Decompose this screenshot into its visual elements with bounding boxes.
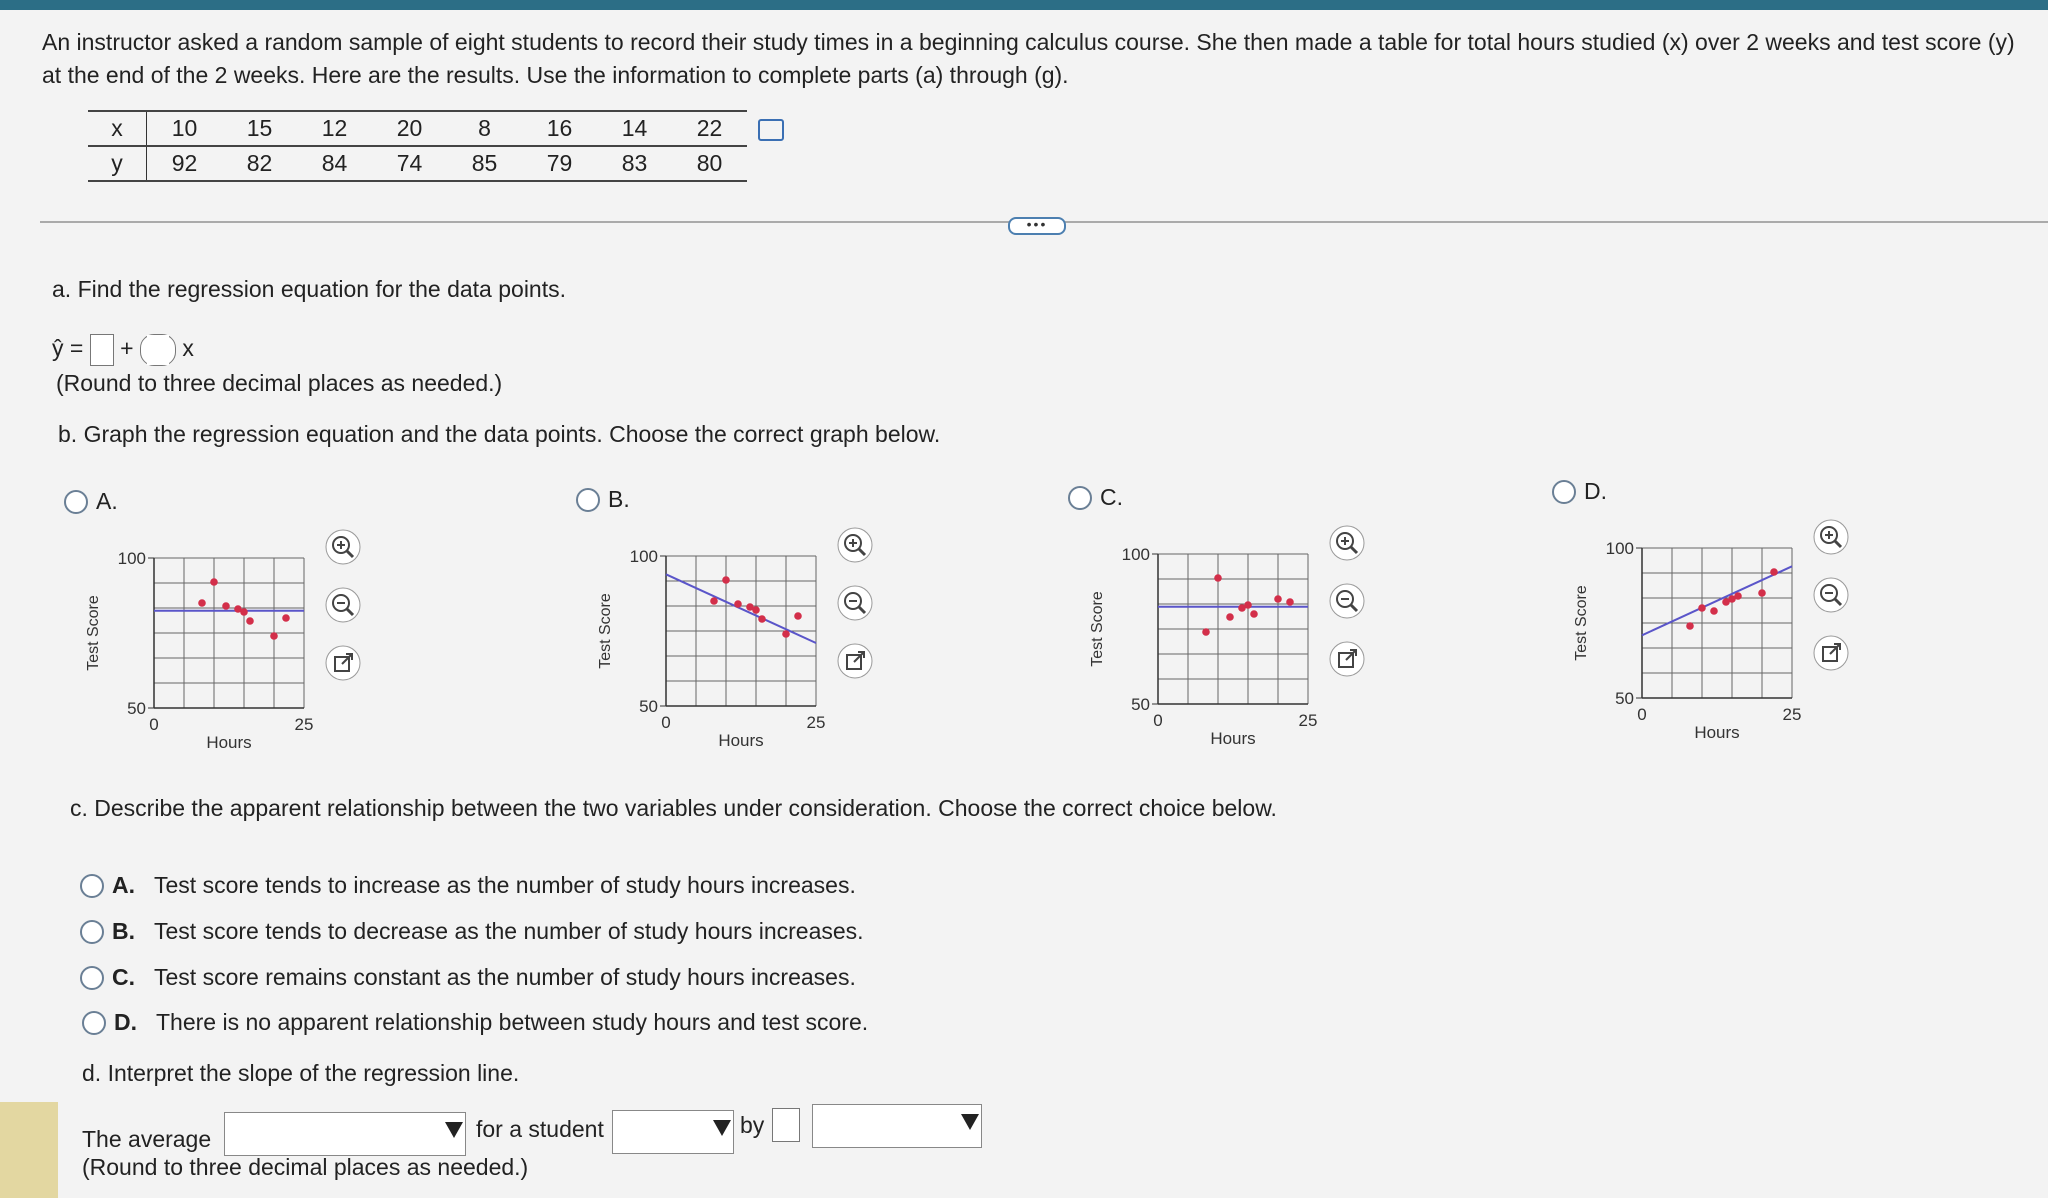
data-point xyxy=(1758,589,1766,597)
x-tick-label: 0 xyxy=(149,715,159,734)
graph-option-radio[interactable] xyxy=(64,490,88,514)
data-point xyxy=(1214,574,1222,582)
zoom-out-icon[interactable] xyxy=(324,586,362,624)
units-select[interactable] xyxy=(812,1104,982,1148)
part-d-note: (Round to three decimal places as needed.) xyxy=(82,1154,529,1180)
chevron-down-icon xyxy=(713,1120,731,1136)
data-point xyxy=(240,608,248,616)
slope-input[interactable] xyxy=(147,335,169,365)
external-link-icon[interactable] xyxy=(836,642,874,680)
choice-option-a[interactable] xyxy=(80,872,980,902)
regression-equation xyxy=(52,334,194,366)
graph-option-letter: A. xyxy=(96,488,118,514)
part-a-note: (Round to three decimal places as needed.) xyxy=(56,370,503,396)
x-axis-label: Hours xyxy=(1694,723,1740,742)
external-link-icon[interactable] xyxy=(1328,640,1366,678)
choice-letter: A. xyxy=(112,872,135,898)
graph-option-letter: D. xyxy=(1584,478,1607,504)
data-point xyxy=(1244,601,1252,609)
problem-intro: An instructor asked a random sample of eight students to record their study times in a beginning calculus course. She then made a table for total hours studied (x) over 2 weeks and test score (y) at the end of the 2 weeks. Here are the results. Use the information to complete parts (a) through (g). xyxy=(42,29,2015,88)
graph-option-radio[interactable] xyxy=(576,488,600,512)
choice-option-b[interactable] xyxy=(80,918,980,948)
data-point xyxy=(1770,568,1778,576)
data-point xyxy=(1226,613,1234,621)
table-cell: 92 xyxy=(171,150,198,176)
graph-option-d xyxy=(1548,478,1868,748)
part-a-prompt: a. Find the regression equation for the data points. xyxy=(52,276,566,302)
table-header-x: x xyxy=(88,111,147,146)
data-point xyxy=(1734,592,1742,600)
scatter-plot xyxy=(1064,524,1318,754)
data-point xyxy=(722,576,730,584)
table-cell: 10 xyxy=(147,111,223,146)
zoom-out-icon[interactable] xyxy=(1812,576,1850,614)
x-tick-label: 25 xyxy=(806,713,826,732)
y-axis-label: Test Score xyxy=(597,593,614,669)
chevron-down-icon xyxy=(961,1114,979,1130)
data-point xyxy=(282,614,290,622)
slope-amount-input[interactable] xyxy=(772,1108,800,1142)
data-point xyxy=(1286,598,1294,606)
x-tick-label: 0 xyxy=(661,713,671,732)
zoom-in-icon[interactable] xyxy=(1328,524,1366,562)
y-tick-label: 100 xyxy=(1605,539,1634,558)
table-cell: 15 xyxy=(222,111,297,146)
graph-option-letter: C. xyxy=(1100,484,1123,510)
choice-text: There is no apparent relationship between study hours and test score. xyxy=(156,1009,869,1035)
table-cell: 82 xyxy=(246,150,273,176)
choice-radio[interactable] xyxy=(80,874,104,898)
plus-sign: + xyxy=(120,335,134,362)
zoom-out-icon[interactable] xyxy=(1328,582,1366,620)
table-cell: 80 xyxy=(696,150,723,176)
choice-radio[interactable] xyxy=(82,1011,106,1035)
choice-letter: D. xyxy=(114,1009,137,1035)
y-tick-label: 50 xyxy=(1131,695,1150,714)
x-axis-label: Hours xyxy=(1210,729,1256,748)
regression-line xyxy=(666,574,816,643)
data-table xyxy=(88,110,747,182)
choice-radio[interactable] xyxy=(80,920,104,944)
x-tick-label: 0 xyxy=(1637,705,1647,724)
table-cell: 74 xyxy=(396,150,423,176)
y-tick-label: 100 xyxy=(117,549,146,568)
intercept-input[interactable] xyxy=(90,334,114,366)
y-tick-label: 50 xyxy=(639,697,658,716)
slope-interpretation-select[interactable] xyxy=(224,1112,466,1156)
data-point xyxy=(734,600,742,608)
external-link-icon[interactable] xyxy=(1812,634,1850,672)
table-header-y: y xyxy=(88,146,147,181)
chevron-down-icon xyxy=(445,1122,463,1138)
scatter-plot xyxy=(572,526,826,756)
x-tick-label: 25 xyxy=(1782,705,1802,724)
data-point xyxy=(198,599,206,607)
y-axis-label: Test Score xyxy=(1573,585,1590,661)
data-point xyxy=(752,606,760,614)
slope-input-wrapper[interactable] xyxy=(140,334,176,366)
table-cell: 79 xyxy=(546,150,573,176)
data-point xyxy=(758,615,766,623)
table-row-y xyxy=(88,146,747,181)
scatter-plot xyxy=(1548,518,1802,748)
graph-option-a xyxy=(60,488,380,758)
graph-option-c xyxy=(1064,484,1384,754)
data-point xyxy=(1274,595,1282,603)
y-tick-label: 100 xyxy=(629,547,658,566)
x-variable: x xyxy=(182,335,194,362)
y-tick-label: 100 xyxy=(1121,545,1150,564)
student-change-select[interactable] xyxy=(612,1110,734,1154)
choice-radio[interactable] xyxy=(80,966,104,990)
by-label: by xyxy=(740,1112,765,1138)
data-point xyxy=(1710,607,1718,615)
x-axis-label: Hours xyxy=(206,733,252,752)
regression-line xyxy=(1642,566,1792,635)
data-point xyxy=(782,630,790,638)
table-cell: 12 xyxy=(297,111,372,146)
part-b-prompt: b. Graph the regression equation and the data points. Choose the correct graph below. xyxy=(58,421,941,447)
graph-option-letter: B. xyxy=(608,486,630,512)
table-cell: 22 xyxy=(672,111,747,146)
data-point xyxy=(246,617,254,625)
zoom-out-icon[interactable] xyxy=(836,584,874,622)
y-tick-label: 50 xyxy=(1615,689,1634,708)
copy-table-icon[interactable] xyxy=(758,119,784,141)
y-tick-label: 50 xyxy=(127,699,146,718)
choice-letter: B. xyxy=(112,918,135,944)
edge-tab xyxy=(0,1102,58,1198)
y-axis-label: Test Score xyxy=(85,595,102,671)
data-point xyxy=(270,632,278,640)
table-cell: 14 xyxy=(597,111,672,146)
choice-letter: C. xyxy=(112,964,135,990)
data-point xyxy=(1686,622,1694,630)
data-point xyxy=(222,602,230,610)
external-link-icon[interactable] xyxy=(324,644,362,682)
choice-text: Test score remains constant as the number of study hours increases. xyxy=(154,964,856,990)
table-cell: 20 xyxy=(372,111,447,146)
table-row-x xyxy=(88,111,747,146)
part-d-prompt: d. Interpret the slope of the regression line. xyxy=(82,1060,520,1086)
table-cell: 83 xyxy=(621,150,648,176)
zoom-in-icon[interactable] xyxy=(836,526,874,564)
y-hat-label: ŷ = xyxy=(52,335,84,362)
table-cell: 16 xyxy=(522,111,597,146)
part-c-prompt: c. Describe the apparent relationship between the two variables under consideration. Choose the correct choice below. xyxy=(70,795,1277,821)
choice-text: Test score tends to decrease as the number of study hours increases. xyxy=(154,918,864,944)
x-tick-label: 25 xyxy=(294,715,314,734)
table-cell: 85 xyxy=(471,150,498,176)
data-point xyxy=(210,578,218,586)
choice-option-d[interactable] xyxy=(82,1009,982,1039)
data-point xyxy=(1250,610,1258,618)
x-tick-label: 25 xyxy=(1298,711,1318,730)
the-average-label: The average xyxy=(82,1126,212,1152)
data-point xyxy=(710,597,718,605)
for-a-student-label: for a student xyxy=(476,1116,604,1142)
data-point xyxy=(1698,604,1706,612)
data-point xyxy=(794,612,802,620)
data-point xyxy=(1202,628,1210,636)
graph-option-b xyxy=(572,486,892,756)
top-accent-bar xyxy=(0,0,2048,10)
more-options-button[interactable]: ••• xyxy=(1008,217,1066,235)
scatter-plot xyxy=(60,528,314,758)
table-cell: 84 xyxy=(321,150,348,176)
choice-text: Test score tends to increase as the number of study hours increases. xyxy=(154,872,856,898)
x-axis-label: Hours xyxy=(718,731,764,750)
graph-option-radio[interactable] xyxy=(1552,480,1576,504)
zoom-in-icon[interactable] xyxy=(1812,518,1850,556)
choice-option-c[interactable] xyxy=(80,964,980,994)
graph-option-radio[interactable] xyxy=(1068,486,1092,510)
x-tick-label: 0 xyxy=(1153,711,1163,730)
zoom-in-icon[interactable] xyxy=(324,528,362,566)
y-axis-label: Test Score xyxy=(1089,591,1106,667)
table-cell: 8 xyxy=(447,111,522,146)
